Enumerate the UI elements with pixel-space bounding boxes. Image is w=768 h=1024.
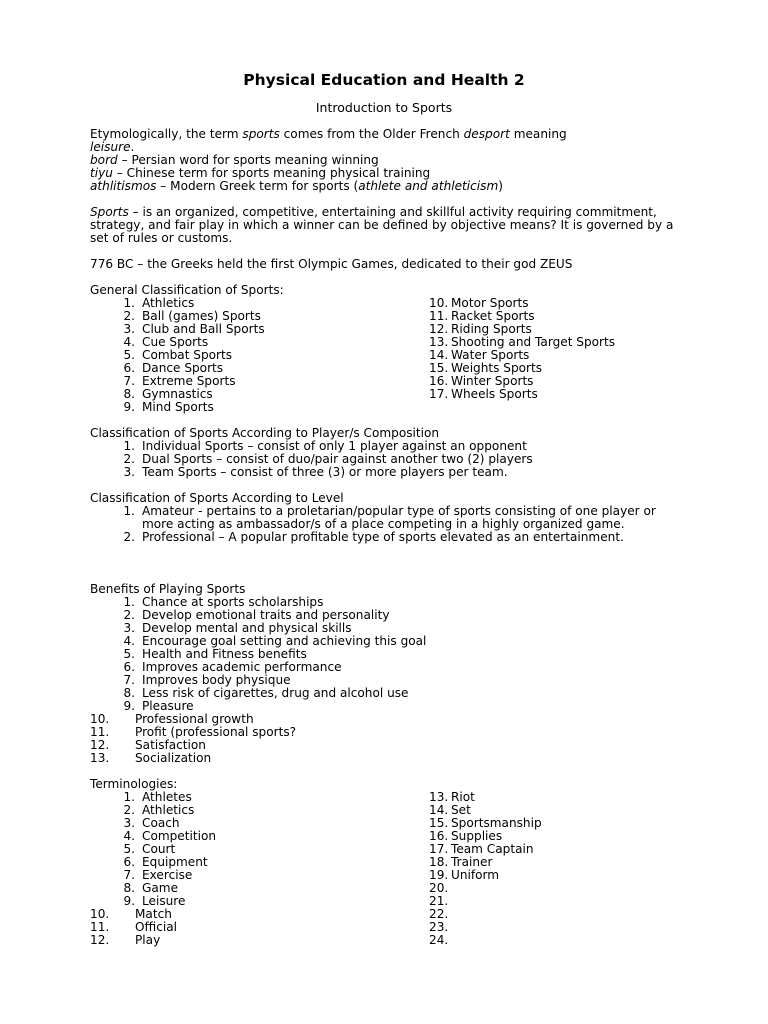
list-item-text: Mind Sports bbox=[142, 400, 214, 414]
terminologies-section bbox=[90, 778, 718, 947]
list-item-text: Professional growth bbox=[135, 712, 254, 726]
list-item-text: Racket Sports bbox=[451, 309, 535, 323]
list-item-text: Riding Sports bbox=[451, 322, 532, 336]
list-item-number: 13. bbox=[429, 335, 449, 349]
list-item-number: 5. bbox=[123, 348, 135, 362]
list-item-number: 4. bbox=[123, 335, 135, 349]
list-item-text: Improves academic performance bbox=[142, 660, 342, 674]
list-item-number: 7. bbox=[123, 374, 135, 388]
list-item-number: 1. bbox=[123, 595, 135, 609]
list-item-text: Athletics bbox=[142, 803, 195, 817]
list-item-number: 9. bbox=[123, 894, 135, 908]
list-item-text: Health and Fitness benefits bbox=[142, 647, 307, 661]
list-item-number: 6. bbox=[123, 855, 135, 869]
list-item-text: Athletics bbox=[142, 296, 195, 310]
general-list-left bbox=[90, 297, 265, 414]
list-item-text: Dual Sports – consist of duo/pair against another two (2) players bbox=[142, 452, 533, 466]
list-item bbox=[90, 466, 718, 479]
list-item-number: 3. bbox=[123, 465, 135, 479]
list-item-text: Sportsmanship bbox=[451, 816, 542, 830]
list-item-text: Riot bbox=[451, 790, 475, 804]
general-classification-section bbox=[90, 284, 718, 414]
etymology-section bbox=[90, 128, 718, 193]
list-item-number: 10. bbox=[90, 712, 110, 726]
list-item-number: 17. bbox=[429, 842, 449, 856]
list-item-number: 2. bbox=[123, 803, 135, 817]
list-item-number: 5. bbox=[123, 647, 135, 661]
list-item-number: 3. bbox=[123, 621, 135, 635]
general-list-right bbox=[429, 297, 615, 401]
list-item-text: Ball (games) Sports bbox=[142, 309, 261, 323]
list-item-text: Shooting and Target Sports bbox=[451, 335, 616, 349]
list-item-text: Amateur - pertains to a proletarian/popular type of sports consisting of one player or more acting as ambassador/s of a place competing in a highly organized game. bbox=[142, 504, 656, 531]
benefits-list bbox=[90, 596, 718, 765]
list-item-text: Set bbox=[451, 803, 471, 817]
list-item-number: 14. bbox=[429, 348, 449, 362]
list-item-text: Develop emotional traits and personality bbox=[142, 608, 390, 622]
composition-section bbox=[90, 427, 718, 479]
list-item-text: Wheels Sports bbox=[451, 387, 538, 401]
list-item-text: Athletes bbox=[142, 790, 192, 804]
list-item bbox=[90, 752, 718, 765]
list-item-number: 10. bbox=[90, 907, 110, 921]
section-heading: General Classification of Sports: bbox=[90, 283, 284, 297]
list-item-number: 22. bbox=[429, 907, 449, 921]
list-item-text: Uniform bbox=[451, 868, 500, 882]
list-item bbox=[90, 531, 660, 544]
level-list bbox=[90, 505, 660, 544]
list-item-number: 4. bbox=[123, 829, 135, 843]
list-item-text: Less risk of cigarettes, drug and alcohol use bbox=[142, 686, 409, 700]
list-item bbox=[429, 388, 615, 401]
list-item-text: Motor Sports bbox=[451, 296, 529, 310]
list-item-number: 2. bbox=[123, 530, 135, 544]
list-item-number: 9. bbox=[123, 699, 135, 713]
list-item-number: 2. bbox=[123, 608, 135, 622]
composition-list bbox=[90, 440, 718, 479]
list-item-text: Coach bbox=[142, 816, 180, 830]
list-item-text: Pleasure bbox=[142, 699, 194, 713]
list-item-number: 18. bbox=[429, 855, 449, 869]
etymology-intro: Etymologically, the term sports comes from the Older French desport meaning bbox=[90, 127, 567, 141]
list-item-text: Winter Sports bbox=[451, 374, 534, 388]
list-item-text: Official bbox=[135, 920, 177, 934]
list-item-number: 15. bbox=[429, 361, 449, 375]
list-item-text: Team Sports – consist of three (3) or more players per team. bbox=[142, 465, 508, 479]
list-item-text: Play bbox=[135, 933, 161, 947]
list-item-number: 21. bbox=[429, 894, 449, 908]
list-item-text: Combat Sports bbox=[142, 348, 233, 362]
list-item-number: 11. bbox=[429, 309, 449, 323]
list-item-number: 19. bbox=[429, 868, 449, 882]
terminologies-list bbox=[90, 791, 718, 947]
list-item-number: 2. bbox=[123, 309, 135, 323]
list-item-number: 1. bbox=[123, 790, 135, 804]
list-item-number: 16. bbox=[429, 374, 449, 388]
list-item-number: 6. bbox=[123, 660, 135, 674]
section-heading: Benefits of Playing Sports bbox=[90, 582, 246, 596]
list-item-text: Trainer bbox=[451, 855, 493, 869]
list-item-number: 13. bbox=[429, 790, 449, 804]
olympics-note: 776 BC – the Greeks held the first Olympic Games, dedicated to their god ZEUS bbox=[90, 257, 573, 271]
list-item-text: Team Captain bbox=[451, 842, 534, 856]
list-item-number: 1. bbox=[123, 439, 135, 453]
list-item-text: Competition bbox=[142, 829, 217, 843]
list-item-text: Professional – A popular profitable type of sports elevated as an entertainment. bbox=[142, 530, 624, 544]
list-item-number: 1. bbox=[123, 296, 135, 310]
list-item-text: Game bbox=[142, 881, 179, 895]
list-item bbox=[90, 401, 265, 414]
etymology-bord: bord – Persian word for sports meaning winning bbox=[90, 153, 379, 167]
list-item-text: Individual Sports – consist of only 1 player against an opponent bbox=[142, 439, 527, 453]
list-item-number: 20. bbox=[429, 881, 449, 895]
list-item-text: Weights Sports bbox=[451, 361, 543, 375]
list-item-number: 13. bbox=[90, 751, 110, 765]
list-item-number: 9. bbox=[123, 400, 135, 414]
section-heading: Classification of Sports According to Player/s Composition bbox=[90, 426, 440, 440]
list-item-text: Dance Sports bbox=[142, 361, 224, 375]
list-item-text: Match bbox=[135, 907, 172, 921]
list-item-number: 5. bbox=[123, 842, 135, 856]
list-item-number: 4. bbox=[123, 634, 135, 648]
list-item-text: Leisure bbox=[142, 894, 186, 908]
list-item-text: Water Sports bbox=[451, 348, 530, 362]
level-section bbox=[90, 492, 660, 544]
list-item-number: 12. bbox=[429, 322, 449, 336]
list-item-number: 8. bbox=[123, 881, 135, 895]
benefits-section bbox=[90, 583, 718, 765]
list-item-number: 8. bbox=[123, 686, 135, 700]
section-heading: Classification of Sports According to Level bbox=[90, 491, 344, 505]
etymology-greek: athlitismos – Modern Greek term for sports (athlete and athleticism) bbox=[90, 179, 503, 193]
list-item-text: Equipment bbox=[142, 855, 208, 869]
terminologies-list-right bbox=[429, 791, 542, 947]
list-item-number: 14. bbox=[429, 803, 449, 817]
list-item-text: Gymnastics bbox=[142, 387, 213, 401]
list-item-number: 16. bbox=[429, 829, 449, 843]
list-item-text: Encourage goal setting and achieving this goal bbox=[142, 634, 427, 648]
terminologies-list-left bbox=[90, 791, 216, 947]
list-item-text: Chance at sports scholarships bbox=[142, 595, 324, 609]
list-item-number: 15. bbox=[429, 816, 449, 830]
page-title: Physical Education and Health 2 bbox=[243, 71, 525, 89]
list-item-text: Profit (professional sports? bbox=[135, 725, 297, 739]
list-item-number: 12. bbox=[90, 933, 110, 947]
list-item-number: 10. bbox=[429, 296, 449, 310]
list-item-number: 23. bbox=[429, 920, 449, 934]
list-item-number: 11. bbox=[90, 920, 110, 934]
list-item-number: 8. bbox=[123, 387, 135, 401]
list-item-text: Socialization bbox=[135, 751, 212, 765]
general-classification-list bbox=[90, 297, 718, 414]
list-item-number: 11. bbox=[90, 725, 110, 739]
list-item-text: Exercise bbox=[142, 868, 193, 882]
list-item-text: Improves body physique bbox=[142, 673, 291, 687]
list-item-number: 24. bbox=[429, 933, 449, 947]
list-item-number: 12. bbox=[90, 738, 110, 752]
list-item-number: 3. bbox=[123, 816, 135, 830]
list-item bbox=[90, 505, 660, 531]
list-item-text: Court bbox=[142, 842, 176, 856]
sports-definition: Sports – is an organized, competitive, entertaining and skillful activity requiring commitment, strategy, and fair play in which a winner can be defined by objective means? It is governed by a set of rules or customs. bbox=[90, 205, 674, 245]
list-item-number: 3. bbox=[123, 322, 135, 336]
section-heading: Terminologies: bbox=[90, 777, 178, 791]
list-item-text: Satisfaction bbox=[135, 738, 206, 752]
etymology-meaning: leisure. bbox=[90, 140, 135, 154]
list-item bbox=[429, 934, 542, 947]
list-item-text: Supplies bbox=[451, 829, 503, 843]
list-item-number: 2. bbox=[123, 452, 135, 466]
list-item-text: Extreme Sports bbox=[142, 374, 236, 388]
list-item-number: 1. bbox=[123, 504, 135, 518]
list-item-number: 6. bbox=[123, 361, 135, 375]
list-item-number: 7. bbox=[123, 868, 135, 882]
list-item-text: Cue Sports bbox=[142, 335, 209, 349]
page-subtitle: Introduction to Sports bbox=[315, 100, 453, 115]
list-item-number: 7. bbox=[123, 673, 135, 687]
etymology-tiyu: tiyu – Chinese term for sports meaning physical training bbox=[90, 166, 431, 180]
list-item bbox=[90, 934, 216, 947]
list-item-text: Develop mental and physical skills bbox=[142, 621, 352, 635]
list-item-number: 17. bbox=[429, 387, 449, 401]
list-item-text: Club and Ball Sports bbox=[142, 322, 265, 336]
